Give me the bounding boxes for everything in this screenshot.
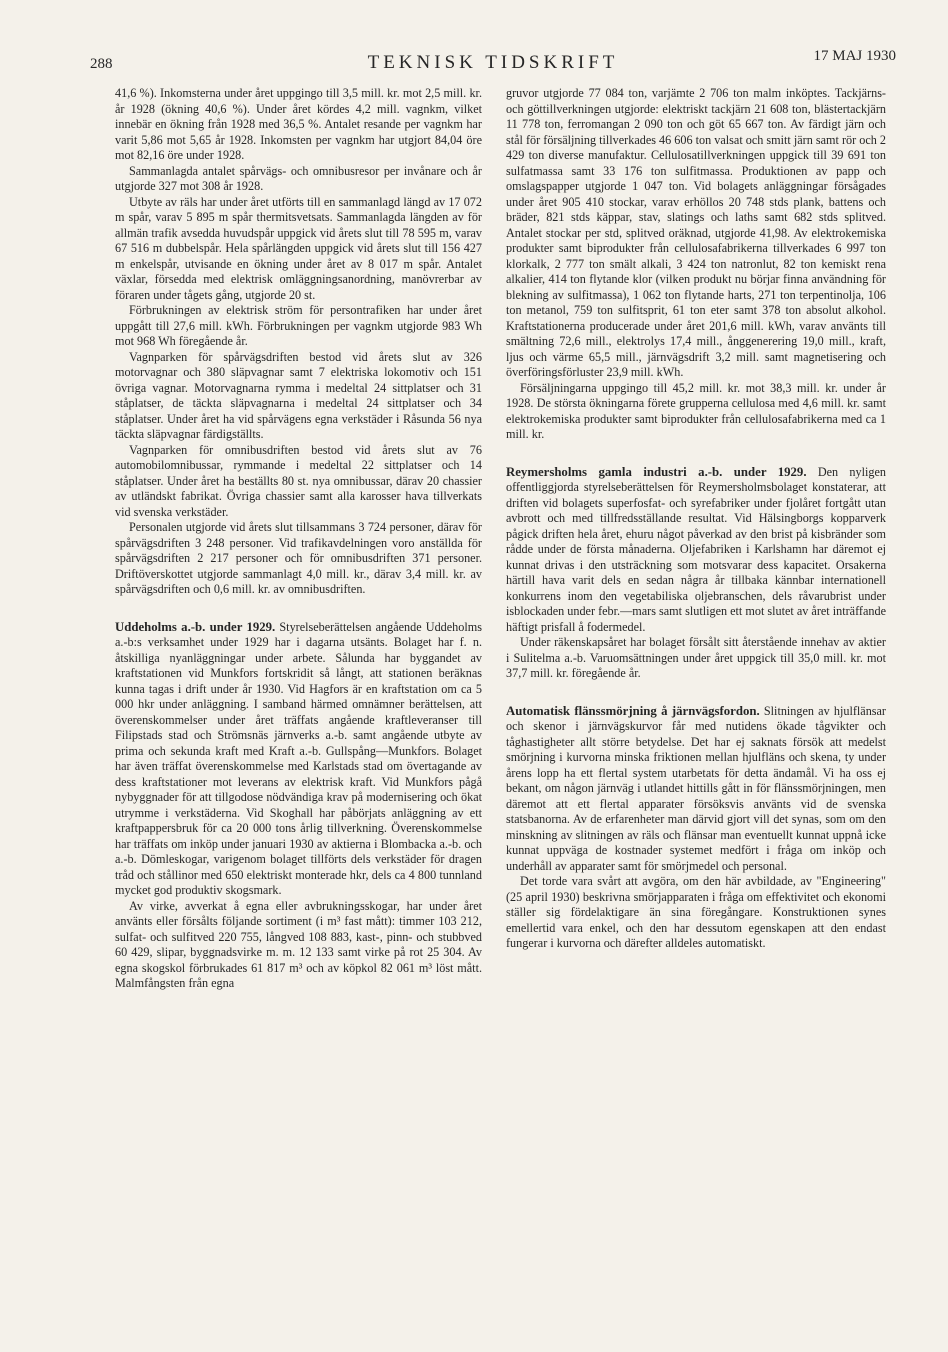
paragraph: Det torde vara svårt att avgöra, om den här avbildade, av "Engineering" (25 april 1930) beskrivna smörjapparaten i fråga om effektivitet och ekonomi ställer sig fördelaktigare än sina föregångare. Konstruktionen synes emellertid vara enkel, och den har dessutom egenskapen att den endast fungerar i kurvorna och därefter alldeles automatiskt.: [506, 874, 886, 950]
left-column: [115, 86, 482, 992]
paragraph: Utbyte av räls har under året utförts till en sammanlagd längd av 17 072 m spår, varav 5 895 m spår thermitsvetsats. Sammanlagda längden av för allmän trafik avsedda huvudspår uppgick vid årets slut till 78 595 m, varav 67 516 m dubbelspår. Hela spårlängden uppgick vid årets slut till 156 427 m enkelspår, utvisande en ökning under året av 8 017 m spår. Antalet växlar, försedda med elektrisk omläggningsanordning, manövrerbar av föraren under tågets gång, utgjorde 20 st.: [115, 194, 482, 302]
paragraph: Vagnparken för spårvägsdriften bestod vid årets slut av 326 motorvagnar och 380 släpvagnar samt 7 elektriska lokomotiv och 151 övriga vagnar. Motorvagnarna rymma i medeltal 24 sittplatser och 31 ståplatser, de täckta släpvagnarna i medeltal 24 sittplatser och 34 ståplatser. Under året ha vid spårvägens egna verkstäder i Råsunda 56 nya täckta släpvagnar färdigställts.: [115, 349, 482, 441]
right-column: [506, 86, 886, 952]
paragraph: gruvor utgjorde 77 084 ton, varjämte 2 706 ton malm inköptes. Tackjärns- och göttillverkningen utgjorde: elektriskt tackjärn 21 608 ton, blästertackjärn 11 778 ton, ferromangan 2 090 ton och göt 65 667 ton. Av färdigt järn och stål för försäljning tillverkades 46 606 ton valsat och smitt järn samt rör och 2 429 ton diverse manufaktur. Cellulosatillverkningen uppgick till 39 691 ton sulfatmassa samt 33 176 ton sulfitmassa. Produktionen av papp och omslagspapper utgjorde 1 047 ton. Vid bolagets anläggningar försågades under året 905 410 stockar, varav erhöllos 20 748 stds plank, battens och bräder, 821 stds käppar, stav, slatings och laths samt 682 stds splitved. Antalet stockar per std, splitved oräknad, utgjorde 41,98. Av elektrokemiska produkter samt biprodukter från cellulosafabrikerna tillverkades 6 997 ton klorkalk, 2 777 ton smält alkali, 3 424 ton natronlut, 82 ton kemiskt rena alkalier, 414 ton flytande klor (vilken produkt nu börjar finna användning för blekning av sulfitmassa), 1 062 ton flytande harts, 271 ton terpentinolja, 106 ton metanol, 759 ton sulfitsprit, 61 ton eter samt 378 ton absolut alkohol. Kraftstationerna producerade under året 201,6 mill. kWh, varav använts till smältning 72,6 mill., elektrolys 17,4 mill., ånggenerering 19,0 mill., kraft, ljus och värme 65,5 mill., järnvägsdrift 3,2 mill. samt magnetisering och överföringsförluster 23,9 mill. kWh.: [506, 86, 886, 379]
page-header: [90, 48, 896, 82]
paragraph: Sammanlagda antalet spårvägs- och omnibusresor per invånare och år utgjorde 327 mot 308 år 1928.: [115, 163, 482, 193]
paragraph: Under räkenskapsåret har bolaget försålt sitt återstående innehav av aktier i Sulitelma a.-b. Varuomsättningen under året uppgick till 35,0 mill. kr. mot 37,7 mill. kr. föregående år.: [506, 635, 886, 680]
paragraph: Av virke, avverkat å egna eller avbrukningsskogar, har under året använts eller försålts följande sortiment (i m³ fast mått): timmer 103 212, sulfat- och sulfitved 220 755, långved 108 883, kast-, pinn- och stubbved 60 429, slipar, byggnadsvirke m. m. 12 133 samt virke på rot 25 304. Av egna skogskol förbrukades 61 817 m³ och av köpkol 82 061 m³ löst mått. Malmfångsten från egna: [115, 898, 482, 990]
issue-date: 17 MAJ 1930: [813, 48, 896, 64]
page-number: 288: [90, 56, 113, 72]
article-lead-text: Styrelseberättelsen angående Uddeholms a.-b:s verksamhet under 1929 har i dagarna utsänts. Bolaget har f. n. åtskilliga nyanläggningar under arbete. Sålunda har byggandet av kraftstationen vid Munkfors fortskridit så långt, att stationen beräknas kunna tagas i drift under år 1930. Vid Hagfors är en kraftstation om ca 5 000 hkr under anläggning. I samband härmed omnämner berättelsen, att överenskommelser under året träffats angående kraftleveranser till Filipstads stad och Strömsnäs järnverks a.-b. samt angående utbyte av prima och sekunda kraft med Kraft a.-b. Gullspång—Munkfors. Bolaget har även träffat överenskommelse med Karlstads stad om övertagande av dess kraftstationer mot leverans av elektrisk kraft. Vid Munkfors pågå nybyggnader för att tillgodose nödvändiga krav på modernisering och ökat utrymme i verkstäderna. Vid Skoghall har påbörjats anläggning av ett kraftpappersbruk för ca 20 000 tons årlig tillverkning. Överenskommelse har träffats om inköp under januari 1930 av aktierna i Blombacka a.-b. och a.-b. Dömleskogar, varigenom bolaget tillförts dels verkstäder för dragen tråd och stållinor med 650 elektriskt monterade hkr, dels ca 4 800 tunnland mycket god produktiv skogsmark.: [115, 619, 482, 897]
paragraph: Förbrukningen av elektrisk ström för persontrafiken har under året uppgått till 27,6 mill. kWh. Förbrukningen per vagnkm utgjorde 983 Wh mot 968 Wh föregående år.: [115, 303, 482, 348]
article-lead-text: Den nyligen offentliggjorda styrelseberättelsen för Reymersholmsbolaget konstaterar, att driften vid bolagets superfosfat- och syrefabriker under fjolåret fortgått utan avbrott och med tillfredsställande resultat. Vid Hälsingborgs kopparverk pågick driften hela året, ehuru något påverkad av den brist på kisbränder som rådde under de första månaderna. Oljefabriken i Karlshamn har däremot ej kunnat drivas i den utsträckning som motsvarar dess kapacitet. Orsakerna härtill hava varit dels en sedan några år tillbaka kännbar internationell konkurrens inom den vegetabiliska oljebranschen, dels råvarubrist under isblockaden under febr.—mars samt slutligen ett mot slutet av året inträffande häftigt prisfall å fodermedel.: [506, 464, 886, 634]
paragraph: Vagnparken för omnibusdriften bestod vid årets slut av 76 automobilomnibussar, rymmande i medeltal 22 sittplatser och 14 ståplatser. Under året ha beställts 80 st. nya omnibussar, därav 20 chassier av utländskt fabrikat. Övriga chassier samt alla karosser hava tillverkats vid svenska verkstäder.: [115, 442, 482, 519]
paragraph: Försäljningarna uppgingo till 45,2 mill. kr. mot 38,3 mill. kr. under år 1928. De största ökningarna förete grupperna cellulosa med 4,6 mill. kr. samt elektrokemiska produkter samt biprodukter från cellulosafabrikerna med ca 1 mill. kr.: [506, 380, 886, 441]
article-heading: Automatisk flänssmörjning å järnvägsfordon.: [506, 703, 760, 718]
journal-title: TEKNISK TIDSKRIFT: [367, 52, 619, 73]
article-lead-text: Slitningen av hjulflänsar och skenor i järnvägskurvor får med nutidens ökade tågvikter och tåghastigheter allt större betydelse. Det har ej saknats försök att medelst smörjning i kurvorna minska friktionen mellan hjulfläns och skena, ty under årens lopp ha ett flertal system utarbetats för detta ändamål. Vi ha oss ej bekant, om någon järnväg i utlandet hittills gått in för flänssmörjningen, men däremot att ett flertal apparater försöksvis använts vid de svenska statsbanorna. Av de erfarenheter man därvid gjort vill det synas, som om den minskning av slitningen av räls och flänsar man eventuellt kunnat uppnå icke kunnat uppväga de kostnader systemet medfört i fråga om inköp och underhåll av apparater samt för smörjmedel och personal.: [506, 703, 886, 873]
paragraph: 41,6 %). Inkomsterna under året uppgingo till 3,5 mill. kr. mot 2,5 mill. kr. år 1928 (ökning 40,6 %). Under året kördes 4,2 mill. vagnkm, vilket innebär en ökning från 1928 med 36,5 %. Antalet resande per vagnkm har varit 5,86 mot 5,65 år 1928. Inkomsten per vagnkm har utgjort 84,04 öre mot 82,16 öre under 1928.: [115, 86, 482, 162]
paragraph: Personalen utgjorde vid årets slut tillsammans 3 724 personer, därav för spårvägsdriften 3 248 personer. Vid trafikavdelningen voro anställda för spårvägsdriften 2 217 personer och för omnibusdriften 371 personer. Driftöverskottet utgjorde sammanlagt 4,0 mill. kr., därav 3,4 mill. kr. av spårvägsdriften och 0,6 mill. kr. av omnibusdriften.: [115, 520, 482, 596]
article-heading: Reymersholms gamla industri a.-b. under 1929.: [506, 464, 807, 479]
article-heading: Uddeholms a.-b. under 1929.: [115, 619, 276, 634]
